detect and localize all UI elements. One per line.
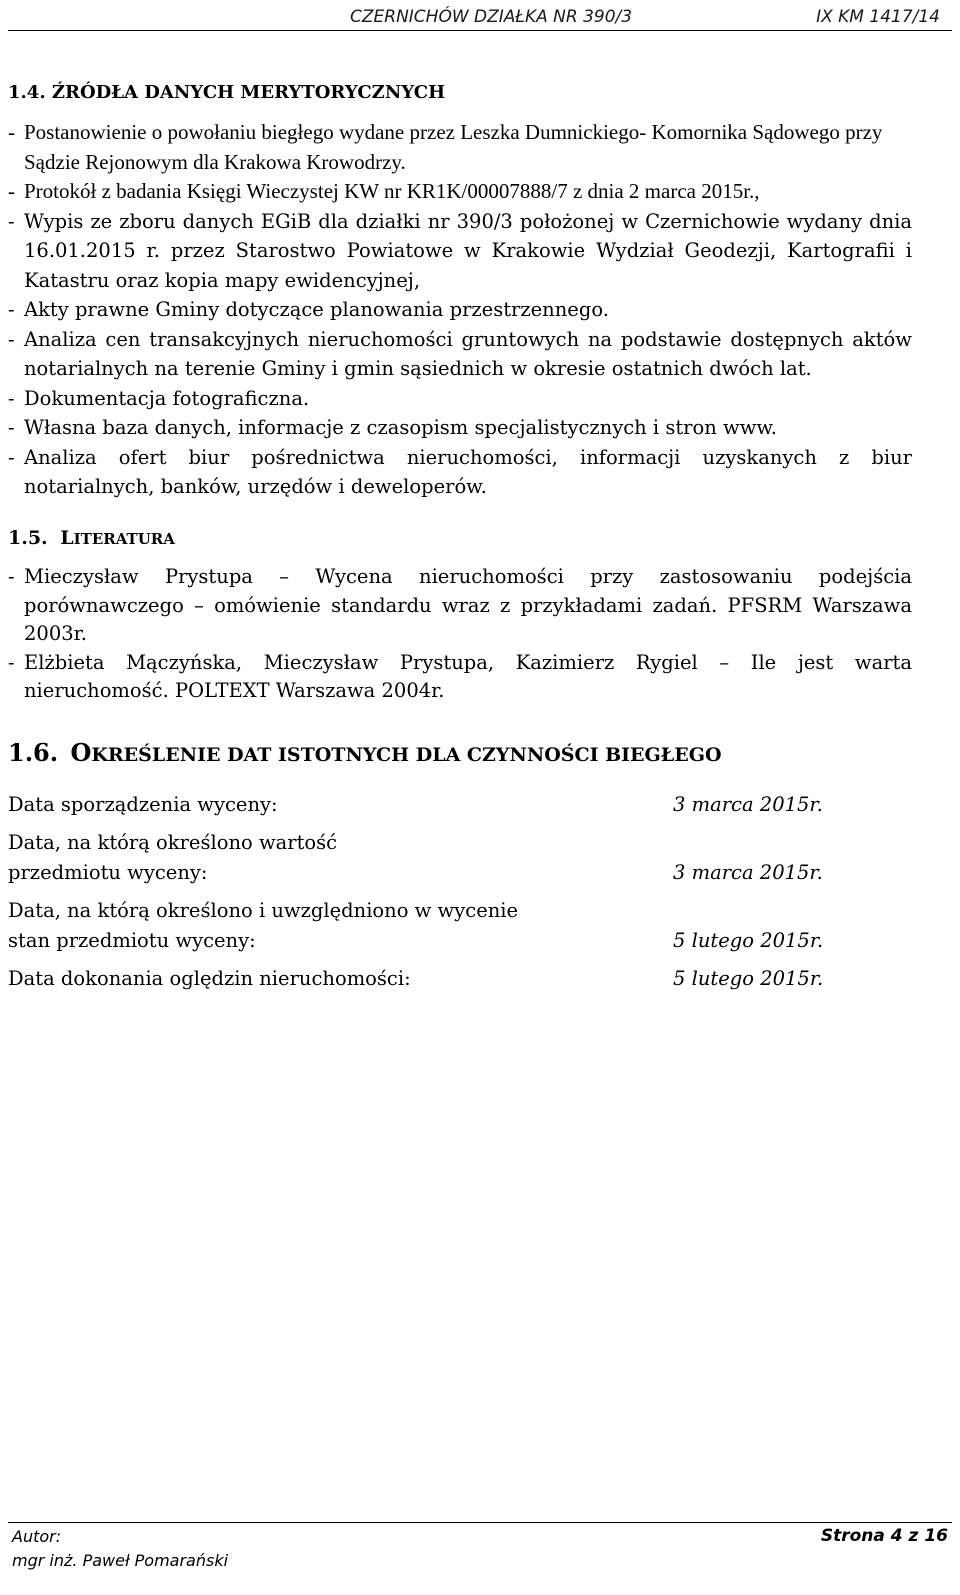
list-item: - Dokumentacja fotograficzna. (8, 386, 310, 410)
literature-list (8, 563, 912, 706)
section-literature-heading (8, 527, 175, 549)
date-value: 3 marca 2015r. (673, 861, 823, 884)
date-value: 3 marca 2015r. (673, 793, 823, 816)
section-sources-heading (8, 82, 445, 103)
list-item: - Własna baza danych, informacje z czasopism specjalistycznych i stron www. (8, 416, 777, 439)
section-number: 1.6. (8, 738, 59, 767)
sources-list (8, 118, 912, 502)
section-number: 1.5. (8, 527, 48, 549)
footer-author-label: Autor: (12, 1527, 62, 1546)
footer-author-name: mgr inż. Paweł Pomarański (12, 1551, 229, 1570)
list-item: - Analiza ofert biur pośrednictwa nieruchomości, informacji uzyskanych z biur notarialnych, banków, urzędów i deweloperów. (8, 445, 912, 498)
page-header (8, 4, 952, 31)
list-item: - Analiza cen transakcyjnych nieruchomości gruntowych na podstawie dostępnych aktów notarialnych na terenie Gminy i gmin sąsiednich w okresie ostatnich dwóch lat. (8, 327, 912, 380)
header-case-number: IX KM 1417/14 (816, 7, 940, 27)
list-item: - Protokół z badania Księgi Wieczystej KW nr KR1K/00007888/7 z dnia 2 marca 2015r., (8, 179, 760, 203)
date-label: Data sporządzenia wyceny: (8, 793, 278, 816)
section-title-initial: L (60, 527, 74, 549)
section-number: 1.4. (8, 82, 46, 103)
list-item: - Akty prawne Gminy dotyczące planowania przestrzennego. (8, 298, 609, 321)
list-item: - Wypis ze zboru danych EGiB dla działki nr 390/3 położonej w Czernichowie wydany dnia 16.01.2015 r. przez Starostwo Powiatowe w Krakowie Wydział Geodezji, Kartografii i Katastru oraz kopia mapy ewidencyjnej, (8, 209, 912, 292)
date-row (8, 828, 912, 888)
section-title: ITERATURA (73, 530, 175, 548)
section-title: ŹRÓDŁA DANYCH MERYTORYCZNYCH (51, 82, 446, 103)
date-label: Data dokonania oględzin nieruchomości: (8, 967, 411, 990)
page-number: Strona 4 z 16 (820, 1526, 948, 1546)
date-row (8, 896, 912, 956)
dates-table (8, 790, 912, 1002)
header-property: CZERNICHÓW DZIAŁKA NR 390/3 (350, 7, 633, 27)
date-value: 5 lutego 2015r. (673, 967, 824, 990)
section-title-initial: O (70, 738, 92, 767)
list-item: - Mieczysław Prystupa – Wycena nieruchomości przy zastosowaniu podejścia porównawczego – omówienie standardu wraz z przykładami zadań. PFSRM Warszawa 2003r. (8, 565, 912, 645)
date-label: Data, na którą określono i uwzględniono w wycenie stan przedmiotu wyceny: (8, 899, 519, 952)
date-value: 5 lutego 2015r. (673, 929, 824, 952)
date-row (8, 790, 912, 820)
date-row (8, 964, 912, 994)
page-footer (8, 1522, 952, 1570)
list-item: - Elżbieta Mączyńska, Mieczysław Prystupa, Kazimierz Rygiel – Ile jest warta nieruchomość. POLTEXT Warszawa 2004r. (8, 650, 912, 702)
section-title: KREŚLENIE DAT ISTOTNYCH DLA CZYNNOŚCI BIEGŁEGO (91, 744, 722, 766)
list-item: - Postanowienie o powołaniu biegłego wydane przez Leszka Dumnickiego- Komornika Sądowego przy Sądzie Rejonowym dla Krakowa Krowodrzy. (8, 120, 883, 174)
section-dates-heading (8, 738, 722, 767)
date-label: Data, na którą określono wartość przedmiotu wyceny: (8, 831, 338, 884)
